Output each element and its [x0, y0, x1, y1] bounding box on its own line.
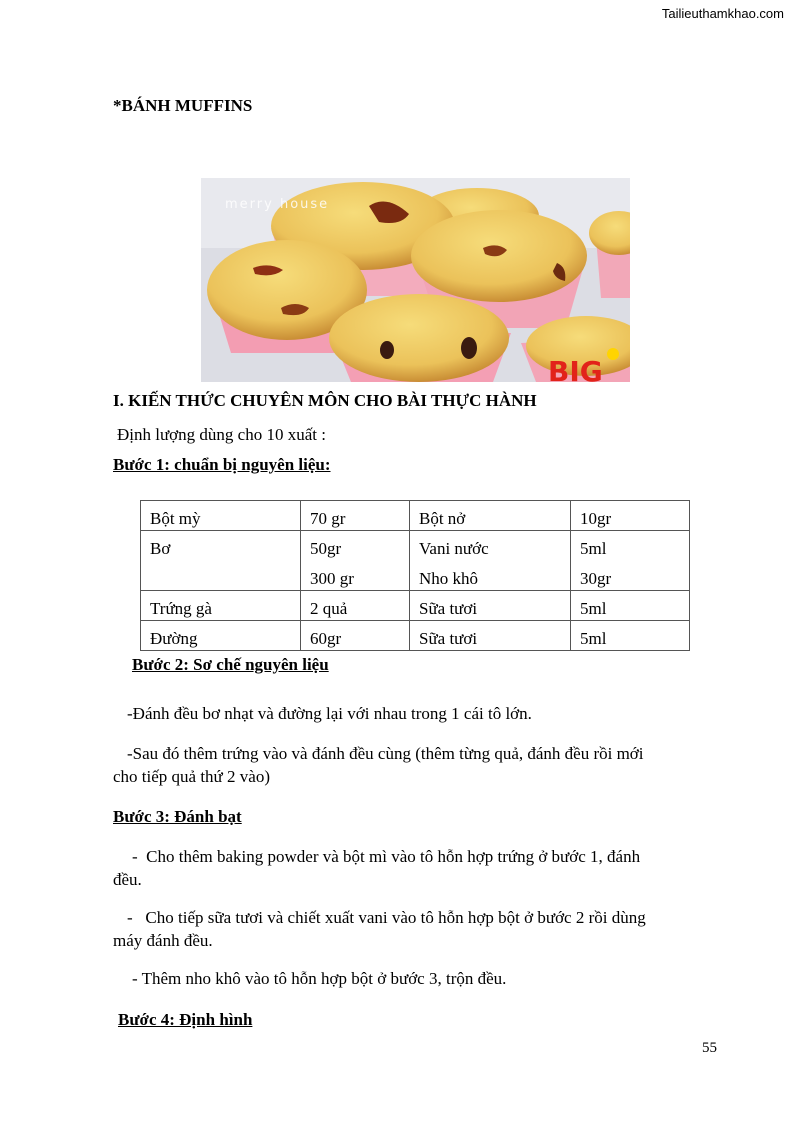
- step1-title: Bước 1: chuẩn bị nguyên liệu:: [113, 455, 331, 474]
- ingredient-name: Bột nở: [410, 501, 571, 531]
- ingredient-qty: 5ml: [580, 539, 607, 558]
- site-watermark[interactable]: Tailieuthamkhao.com: [661, 6, 784, 21]
- step4-title: Bước 4: Định hình: [118, 1010, 253, 1029]
- logo-dot-icon: [607, 348, 619, 360]
- ingredient-name: Sữa tươi: [410, 591, 571, 621]
- ingredient-name: Vani nước: [419, 539, 489, 558]
- step2-text-2a: -Sau đó thêm trứng vào và đánh đều cùng (thêm từng quả, đánh đều rồi mới: [127, 744, 644, 763]
- ingredient-qty: 60gr: [301, 621, 410, 651]
- step3-title: Bước 3: Đánh bạt: [113, 807, 242, 826]
- photo-caption: merry house: [225, 197, 330, 212]
- step2-text-2b: cho tiếp quả thứ 2 vào): [113, 767, 270, 786]
- section-heading: I. KIẾN THỨC CHUYÊN MÔN CHO BÀI THỰC HÀNH: [113, 391, 537, 410]
- ingredients-table: [140, 500, 690, 651]
- page-number: 55: [702, 1040, 717, 1056]
- ingredient-name: Sữa tươi: [410, 621, 571, 651]
- ingredient-qty: 300 gr: [310, 569, 354, 588]
- ingredient-qty: 50gr: [310, 539, 342, 558]
- step2-text-1: -Đánh đều bơ nhạt và đường lại với nhau trong 1 cái tô lớn.: [127, 704, 532, 723]
- ingredient-qty: 30gr: [580, 569, 612, 588]
- step3-text-2a: - Cho tiếp sữa tươi và chiết xuất vani vào tô hỗn hợp bột ở bước 2 rồi dùng: [127, 908, 646, 927]
- table-row: [141, 531, 690, 591]
- page-title: *BÁNH MUFFINS: [113, 96, 253, 115]
- ingredient-qty: 70 gr: [301, 501, 410, 531]
- step3-text-3: - Thêm nho khô vào tô hỗn hợp bột ở bước 3, trộn đều.: [132, 969, 507, 988]
- ingredient-name: Bột mỳ: [141, 501, 301, 531]
- photo-logo: BIG: [548, 355, 603, 382]
- ingredient-name: Đường: [141, 621, 301, 651]
- table-row: [141, 621, 690, 651]
- ingredient-qty: 5ml: [571, 591, 690, 621]
- ingredient-name: Bơ: [150, 539, 171, 558]
- ingredient-qty: 5ml: [571, 621, 690, 651]
- ingredient-qty: 2 quả: [301, 591, 410, 621]
- muffin-photo: [201, 178, 630, 382]
- ingredient-name: Nho khô: [419, 569, 479, 588]
- step3-text-1b: đều.: [113, 870, 142, 889]
- table-row: [141, 591, 690, 621]
- table-row: [141, 501, 690, 531]
- step3-text-1a: - Cho thêm baking powder và bột mì vào tô hỗn hợp trứng ở bước 1, đánh: [132, 847, 641, 866]
- ingredient-name: Trứng gà: [141, 591, 301, 621]
- serving-note: Định lượng dùng cho 10 xuất :: [117, 425, 326, 444]
- ingredient-qty: 10gr: [571, 501, 690, 531]
- step3-text-2b: máy đánh đều.: [113, 931, 213, 950]
- step2-title: Bước 2: Sơ chế nguyên liệu: [132, 655, 329, 674]
